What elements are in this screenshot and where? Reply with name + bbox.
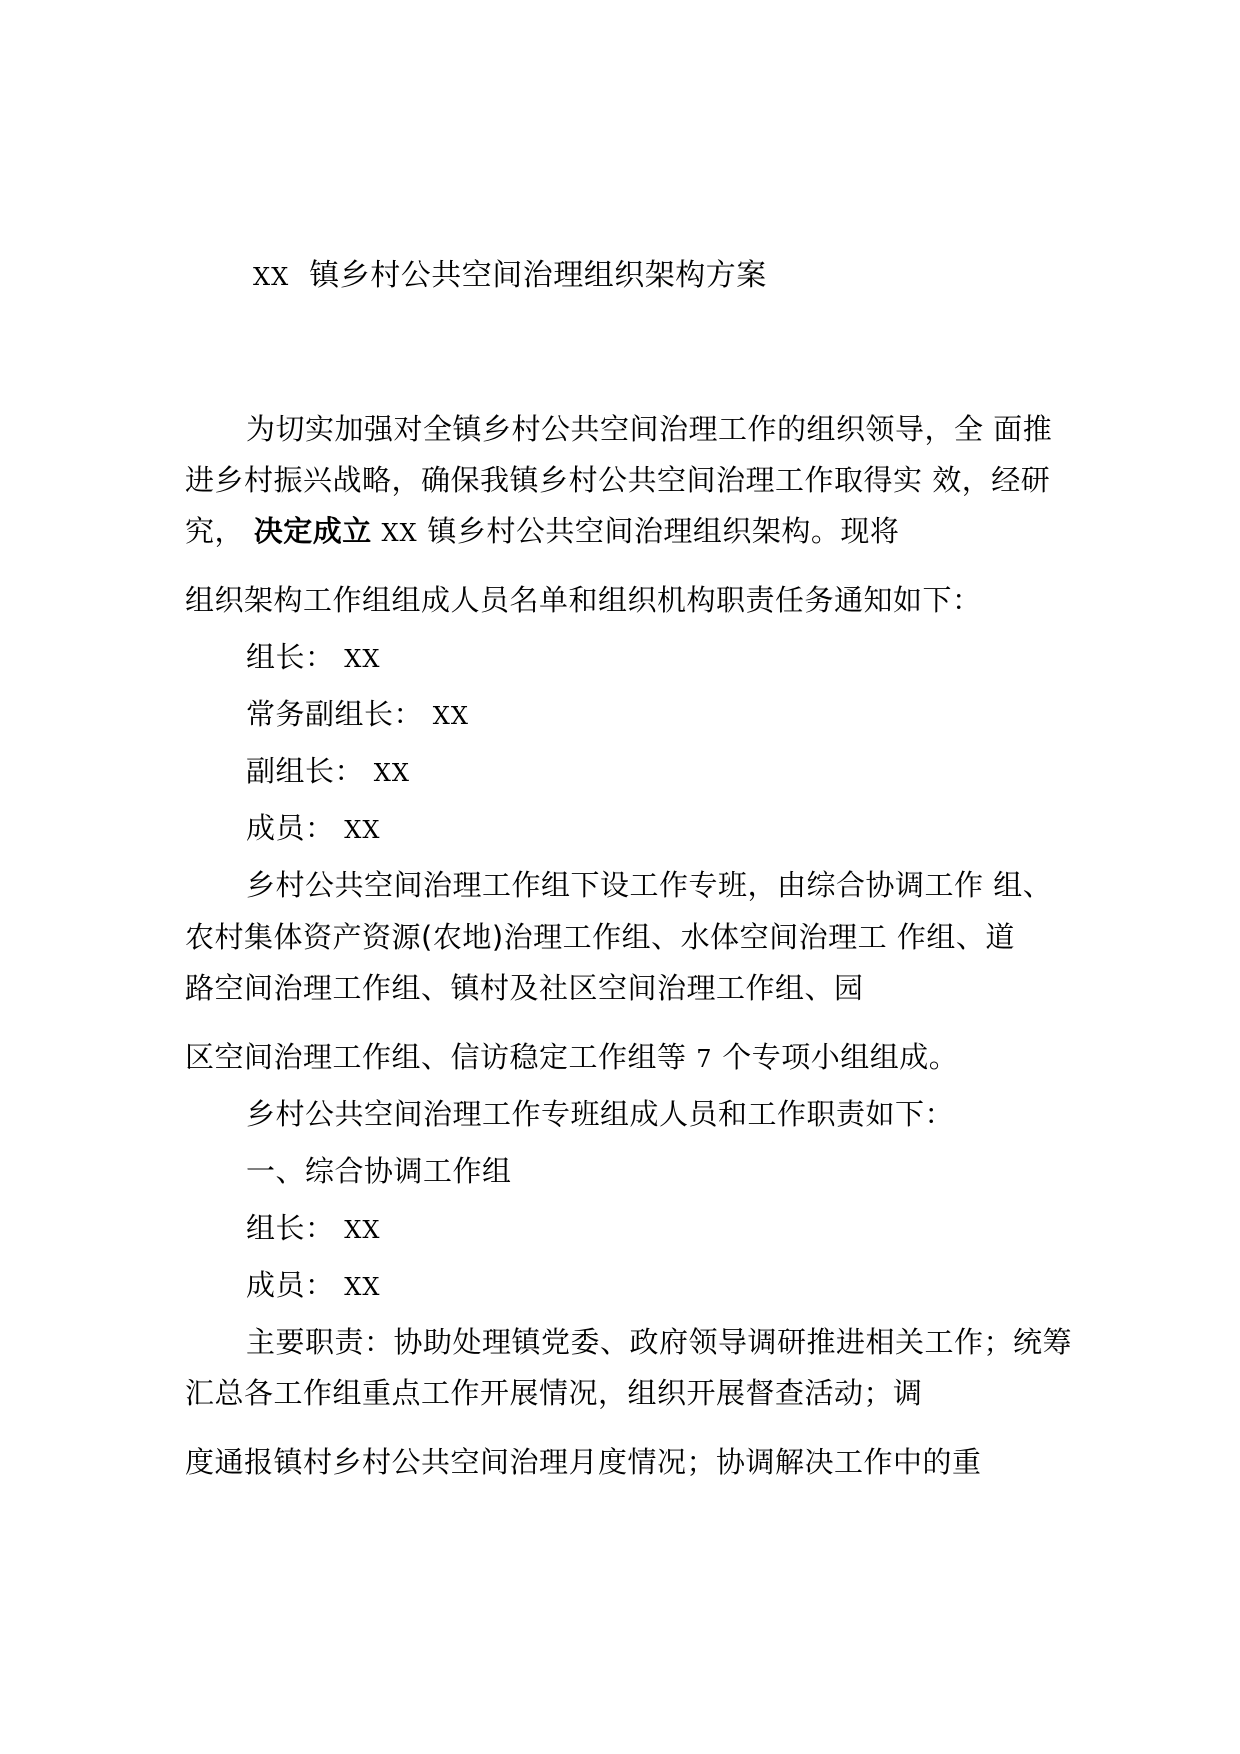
intro-line-2: 进乡村振兴战略，确保我镇乡村公共空间治理工作取得实 效，经研	[185, 463, 1051, 497]
section1-leader-label: 组长：	[246, 1211, 335, 1245]
groups-line-4	[185, 1037, 958, 1079]
roster-deputy-value: XX	[373, 759, 410, 787]
section1-duty-line-1: 主要职责：协助处理镇党委、政府领导调研推进相关工作；统筹	[246, 1325, 1073, 1359]
title-text: 镇乡村公共空间治理组织架构方案	[309, 258, 767, 293]
roster-leader	[246, 637, 380, 679]
section1-duty-line-2: 汇总各工作组重点工作开展情况，组织开展督查活动；调	[185, 1376, 923, 1410]
intro-line-4: 组织架构工作组组成人员名单和组织机构职责任务通知如下：	[185, 583, 982, 617]
roster-leader-value: XX	[344, 645, 381, 673]
intro-line-3-xx: XX	[381, 519, 418, 547]
roster-members	[246, 808, 380, 850]
intro-line-3-c: 镇乡村公共空间治理组织架构。现将	[427, 514, 900, 548]
groups-line-3: 路空间治理工作组、镇村及社区空间治理工作组、园	[185, 971, 864, 1005]
roster-members-label: 成员：	[246, 811, 335, 845]
section1-duty-line-3: 度通报镇村乡村公共空间治理月度情况；协调解决工作中的重	[185, 1445, 982, 1479]
intro-line-3	[185, 511, 899, 553]
intro-line-3-b: 决定成立	[253, 514, 372, 548]
intro-line-3-a: 究，	[185, 514, 245, 548]
intro-line-1: 为切实加强对全镇乡村公共空间治理工作的组织领导，全 面推	[246, 412, 1053, 446]
groups-line-1: 乡村公共空间治理工作组下设工作专班，由综合协调工作 组、	[246, 868, 1053, 902]
groups-line-2: 农村集体资产资源(农地)治理工作组、水体空间治理工 作组、道	[185, 920, 1015, 954]
groups-line-4-a: 区空间治理工作组、信访稳定工作组等	[185, 1040, 687, 1074]
groups-line-4-b: 个专项小组组成。	[722, 1040, 959, 1074]
groups-line-4-num: 7	[696, 1045, 713, 1073]
roster-leader-label: 组长：	[246, 640, 335, 674]
section1-member-label: 成员：	[246, 1268, 335, 1302]
section1-heading: 一、综合协调工作组	[246, 1154, 512, 1188]
team-intro: 乡村公共空间治理工作专班组成人员和工作职责如下：	[246, 1097, 955, 1131]
roster-deputy	[246, 751, 410, 793]
roster-executive-deputy	[246, 694, 469, 736]
section1-leader	[246, 1208, 380, 1250]
roster-executive-deputy-label: 常务副组长：	[246, 697, 424, 731]
section1-member-value: XX	[344, 1273, 381, 1301]
roster-deputy-label: 副组长：	[246, 754, 365, 788]
section1-leader-value: XX	[344, 1216, 381, 1244]
title-prefix: XX	[253, 263, 290, 291]
document-title	[253, 256, 767, 297]
roster-executive-deputy-value: XX	[432, 702, 469, 730]
section1-member	[246, 1265, 380, 1307]
roster-members-value: XX	[344, 816, 381, 844]
